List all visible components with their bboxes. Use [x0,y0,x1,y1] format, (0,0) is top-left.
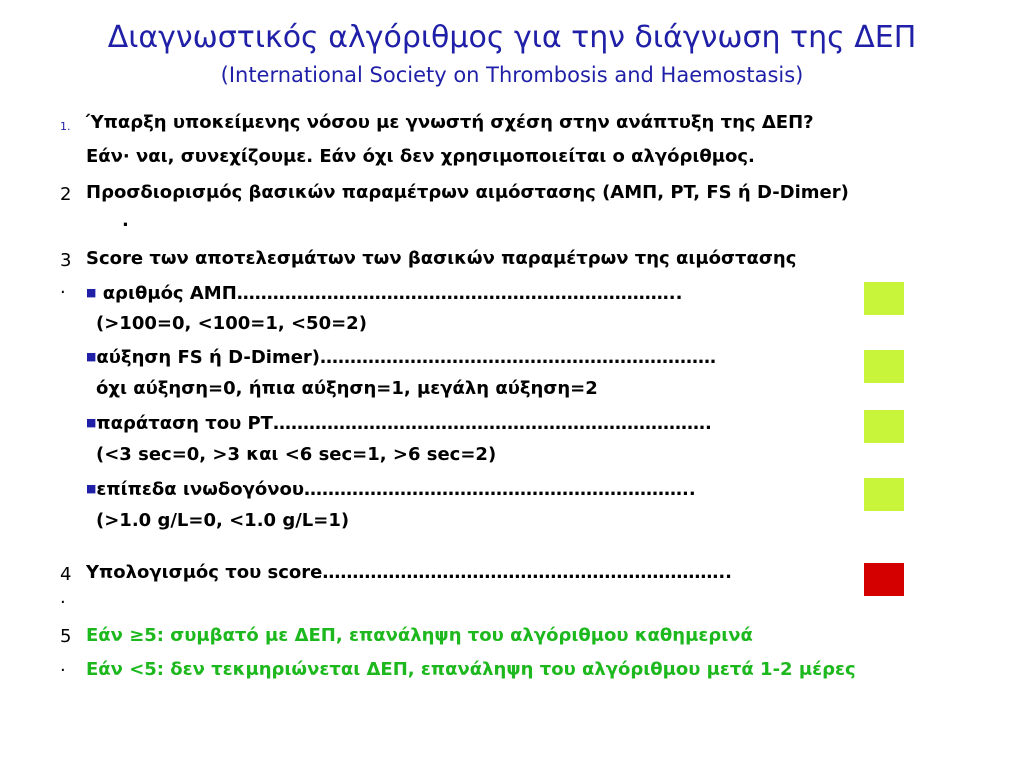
square-bullet: ■ [86,286,97,299]
page-title: Διαγνωστικός αλγόριθμος για την διάγνωση της ΔΕΠ [107,20,917,55]
score-item-platelets [86,282,682,305]
score-box-fibrinogen [864,478,904,511]
step1-instruction: Εάν· ναι, συνεχίζουμε. Εάν όχι δεν χρησιμοποιείται ο αλγόριθμος. [86,146,755,167]
step1-question: Ύπαρξη υποκείμενης νόσου με γνωστή σχέση στην ανάπτυξη της ΔΕΠ? [86,112,814,133]
score-item-pt [86,412,712,435]
square-bullet: ■ [86,350,97,363]
step3-number: 3 [60,250,72,271]
step5-number: 5 [60,626,72,647]
page-subtitle: (International Society on Thrombosis and Haemostasis) [220,63,804,87]
step2-dot: . [122,210,129,231]
score-item-fibrin-markers [86,346,716,369]
step5-text: Εάν ≥5: συμβατό με ΔΕΠ, επανάληψη του αλγόριθμου καθημερινά [86,625,753,646]
score-item-label: αριθμός ΑΜΠ……………………………………………………………….. [102,283,683,304]
score-box-pt [864,410,904,443]
score-item-label: επίπεδα ινωδογόνου……………………………………………………….. [96,479,696,500]
step3-bullet-dot: · [60,282,66,303]
score-item-detail: (>100=0, <100=1, <50=2) [96,313,367,334]
square-bullet: ■ [86,482,97,495]
score-item-detail: όχι αύξηση=0, ήπια αύξηση=1, μεγάλη αύξηση=2 [96,378,598,399]
score-item-detail: (>1.0 g/L=0, <1.0 g/L=1) [96,510,350,531]
step4-dot: · [60,592,66,613]
step2-number: 2 [60,184,72,205]
score-box-fibrin-markers [864,350,904,383]
score-item-label: αύξηση FS ή D-Dimer)………………………………………………………… [96,347,717,368]
score-item-label: παράταση του PT………………………………………………………………. [96,413,712,434]
step5-bullet-dot: · [60,660,66,681]
step3-text: Score των αποτελεσμάτων των βασικών παραμέτρων της αιμόστασης [86,248,797,269]
score-item-detail: (<3 sec=0, >3 και <6 sec=1, >6 sec=2) [96,444,497,465]
step2-text: Προσδιορισμός βασικών παραμέτρων αιμόστασης (ΑΜΠ, PT, FS ή D-Dimer) [86,182,849,203]
step5-text2: Εάν <5: δεν τεκμηριώνεται ΔΕΠ, επανάληψη του αλγόριθμου μετά 1-2 μέρες [86,659,856,680]
score-box-platelets [864,282,904,315]
score-item-fibrinogen [86,478,696,501]
step1-number: 1. [60,120,71,133]
square-bullet: ■ [86,416,97,429]
score-box-total [864,563,904,596]
step4-text: Υπολογισμός του score………………………………………………………….. [86,562,733,583]
step4-number: 4 [60,564,72,585]
